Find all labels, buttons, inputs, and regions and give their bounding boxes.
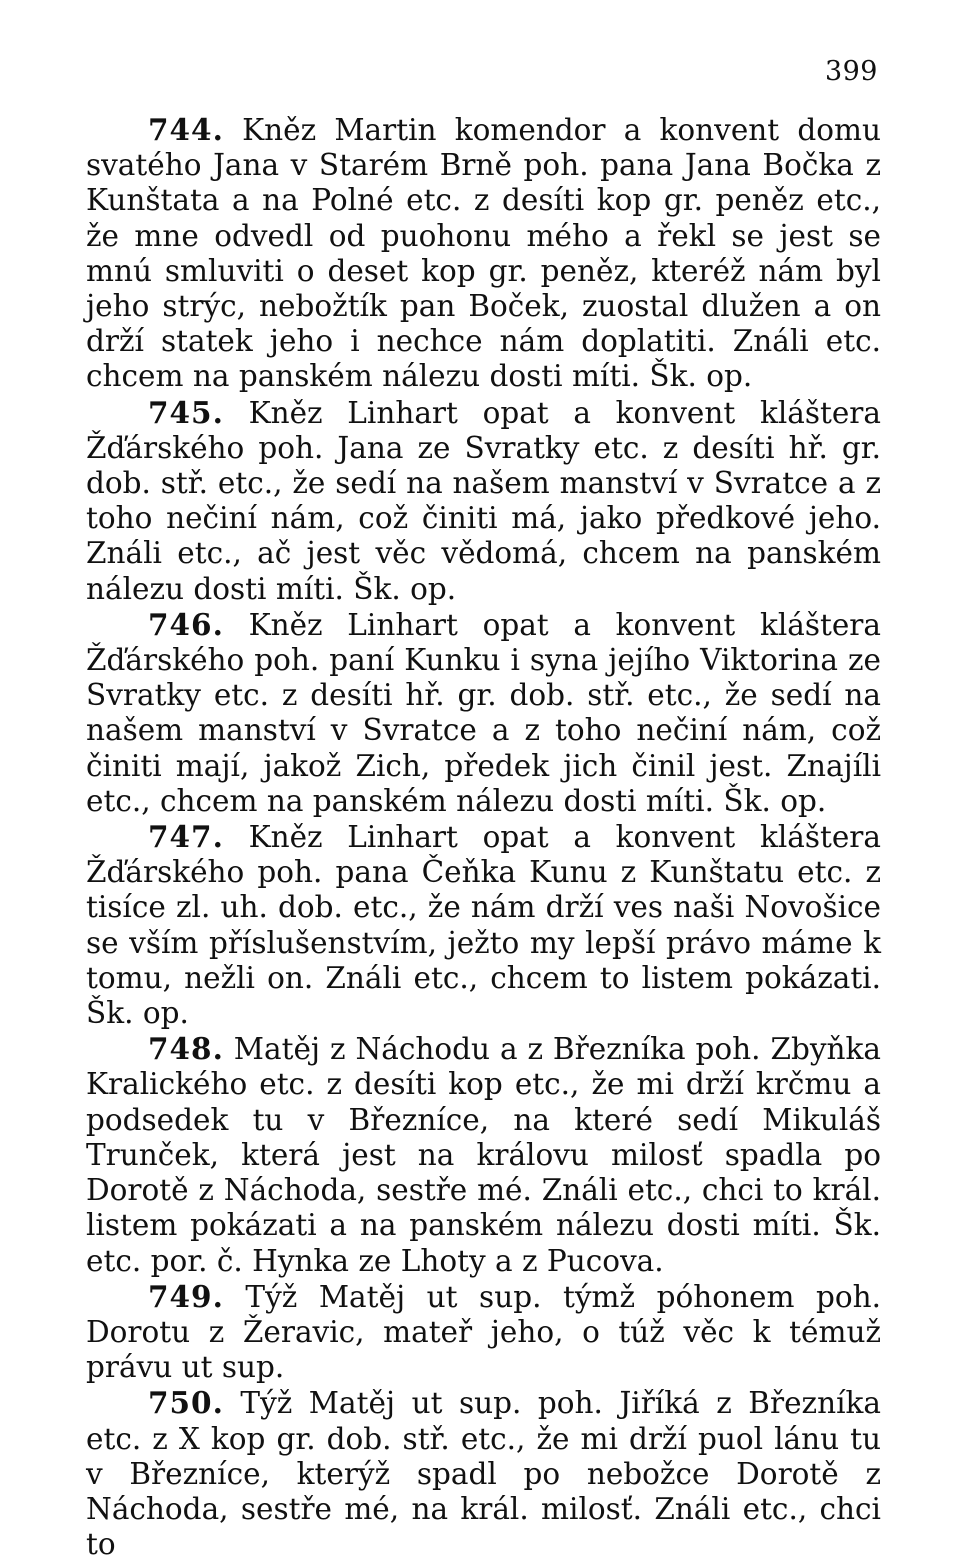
entry-746 (86, 607, 881, 819)
entry-text: Týž Matěj ut sup. týmž póhonem poh. Dorotu z Žeravic, mateř jeho, o túž věc k témuž právu ut sup. (86, 1279, 881, 1385)
entry-text: Matěj z Náchodu a z Březníka poh. Zbyňka Kralického etc. z desíti kop etc., že mi drží krčmu a podsedek tu v Březníce, na které sedí Mikuláš Trunček, která jest na královu milosť spadla po Dorotě z Náchoda, sestře mé. Ználi etc., chci to král. listem pokázati a na panském nálezu dosti míti. Šk. etc. por. č. Hynka ze Lhoty a z Pucova. (86, 1032, 881, 1278)
entry-number: 750. (148, 1385, 224, 1421)
entry-number: 749. (148, 1278, 224, 1314)
entry-number: 746. (148, 606, 224, 642)
entry-text: Kněz Linhart opat a konvent kláštera Žďárského poh. Jana ze Svratky etc. z desíti hř. gr. dob. stř. etc., že sedí na našem manství v Svratce a z toho nečiní nám, což činiti má, jako předkové jeho. Ználi etc., ač jest věc vědomá, chcem na panském nálezu dosti míti. Šk. op. (86, 395, 881, 606)
entry-748 (86, 1031, 881, 1278)
entry-747 (86, 819, 881, 1031)
entry-749 (86, 1279, 881, 1386)
entry-number: 747. (148, 819, 224, 855)
entry-745 (86, 395, 881, 607)
entry-text: Kněz Linhart opat a konvent kláštera Žďárského poh. pana Čeňka Kunu z Kunštatu etc. z tisíce zl. uh. dob. etc., že nám drží ves naši Novošice se vším příslušenstvím, ježto my lepší právo máme k tomu, nežli on. Ználi etc., chcem to listem pokázati. Šk. op. (86, 820, 881, 1031)
document-body (86, 112, 881, 1562)
entry-text: Kněz Martin komendor a konvent domu svatého Jana v Starém Brně poh. pana Jana Bočka z Kunštata a na Polné etc. z desíti kop gr. peněz etc., že mne odvedl od puohonu mého a řekl se jest se mnú smluviti o deset kop gr. peněz, kteréž nám byl jeho strýc, nebožtík pan Boček, zuostal dlužen a on drží statek jeho i nechce nám doplatiti. Ználi etc. chcem na panském nálezu dosti míti. Šk. op. (86, 113, 881, 394)
entry-text: Kněz Linhart opat a konvent kláštera Žďárského poh. paní Kunku i syna jejího Viktorina ze Svratky etc. z desíti hř. gr. dob. stř. etc., že sedí na našem manství v Svratce a z toho nečiní nám, což činiti mají, jakož Zich, předek jich činil jest. Znajíli etc., chcem na panském nálezu dosti míti. Šk. op. (86, 607, 881, 818)
entry-number: 748. (148, 1031, 224, 1067)
entry-744 (86, 112, 881, 395)
entry-text: Týž Matěj ut sup. poh. Jiříká z Březníka etc. z X kop gr. dob. stř. etc., že mi drží puol lánu tu v Březníce, kterýž spadl po nebožce Dorotě z Náchoda, sestře mé, na král. milosť. Ználi etc., chci to (86, 1386, 881, 1562)
entry-number: 745. (148, 394, 224, 430)
page-number: 399 (824, 56, 878, 87)
entry-750 (86, 1385, 881, 1562)
entry-number: 744. (148, 112, 224, 147)
